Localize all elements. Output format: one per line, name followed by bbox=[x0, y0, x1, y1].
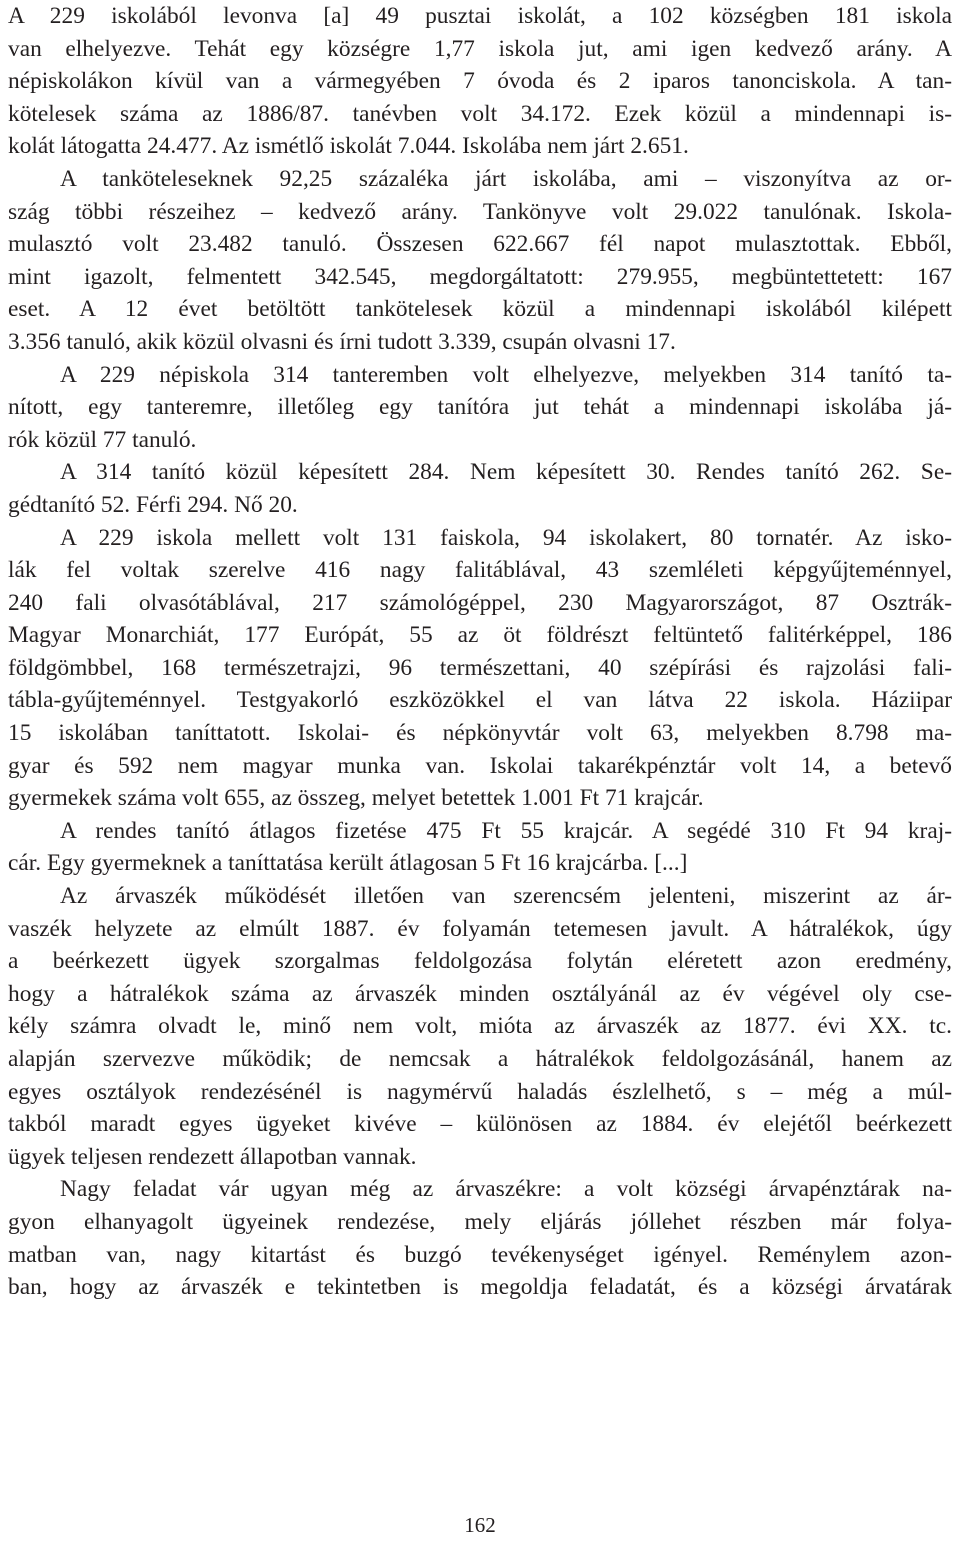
text-line: A 229 iskola mellett volt 131 faiskola, 94 iskolakert, 80 tornatér. Az isko- bbox=[60, 524, 952, 551]
text-line: A tankötelеseknek 92,25 százaléka járt iskolába, ami – viszonyítva az or- bbox=[60, 165, 952, 192]
text-line: alapján szervezve működik; de nemcsak a hátralékok feldolgozásánál, hanem az bbox=[8, 1046, 952, 1072]
text-line: cár. Egy gyermeknek a taníttatása került átlagosan 5 Ft 16 krajcárba. [...] bbox=[8, 850, 688, 877]
text-line: 3.356 tanuló, akik közül olvasni és írni tudott 3.339, csupán olvasni 17. bbox=[8, 328, 676, 355]
text-line: a beérkezett ügyek szorgalmas feldolgozása folytán eléretett azon eredmény, bbox=[8, 948, 952, 975]
text-line: vaszék helyzete az elmúlt 1887. év folyamán tetemesen javult. A hátralékok, úgy bbox=[8, 915, 952, 942]
text-line: ban, hogy az árvaszék e tekintetben is megoldja feladatát, és a községi árvatárak bbox=[8, 1274, 952, 1301]
page bbox=[8, 0, 952, 1304]
body-text bbox=[8, 0, 952, 1304]
text-line: eset. A 12 évet betöltött tankötelesek közül a mindennapi iskolából kilépett bbox=[8, 296, 952, 323]
text-line: A 229 iskolából levonva [a] 49 pusztai iskolát, a 102 községben 181 iskola bbox=[8, 3, 952, 29]
text-line: földgömbbel, 168 természetrajzi, 96 természettani, 40 szépírási és rajzolási fali- bbox=[8, 654, 952, 681]
text-line: kolát látogatta 24.477. Az ismétlő iskolát 7.044. Iskolába nem járt 2.651. bbox=[8, 133, 689, 160]
text-line: gédtanító 52. Férfi 294. Nő 20. bbox=[8, 491, 298, 518]
text-line: A 314 tanító közül képesített 284. Nem képesített 30. Rendes tanító 262. Se- bbox=[60, 459, 952, 486]
text-line: szág többi részeihez – kedvező arány. Tankönyve volt 29.022 tanulónak. Iskola- bbox=[8, 198, 952, 225]
text-line: egyes osztályok rendezésénél is nagymérvű haladás észlelhető, s – még a múl- bbox=[8, 1078, 952, 1105]
text-line: ügyek teljesen rendezett állapotban vannak. bbox=[8, 1143, 417, 1170]
text-line: 15 iskolában taníttatott. Iskolai- és népkönyvtár volt 63, melyekben 8.798 ma- bbox=[8, 720, 952, 747]
text-line: nított, egy tanteremre, illetőleg egy tanítóra jut tehát a mindennapi iskolába já- bbox=[8, 394, 952, 421]
text-line: gyermekek száma volt 655, az összeg, melyet betettek 1.001 Ft 71 krajcár. bbox=[8, 785, 704, 812]
text-line: Magyar Monarchiát, 177 Európát, 55 az öt földrészt feltüntető falitérképpel, 186 bbox=[8, 622, 952, 649]
text-line: rók közül 77 tanuló. bbox=[8, 426, 197, 453]
text-line: takból maradt egyes ügyeket kivéve – különösen az 1884. év elejétől beérkezett bbox=[8, 1111, 952, 1138]
text-line: kély számra olvadt le, minő nem volt, mióta az árvaszék az 1877. évi XX. tc. bbox=[8, 1013, 952, 1040]
text-line: matban van, nagy kitartást és buzgó tevékenységet igényel. Reménylem azon- bbox=[8, 1241, 952, 1268]
text-line: gyar és 592 nem magyar munka van. Iskolai takarékpénztár volt 14, a betevő bbox=[8, 752, 952, 779]
text-line: Nagy feladat vár ugyan még az árvaszékre: a volt községi árvapénztárak na- bbox=[60, 1176, 952, 1203]
text-line: lák fel voltak szerelve 416 nagy falitáblával, 43 szemléleti képgyűjteménnyel, bbox=[8, 557, 952, 584]
text-line: 240 fali olvasótáblával, 217 számológéppel, 230 Magyarországot, 87 Osztrák- bbox=[8, 589, 952, 616]
text-line: Az árvaszék működését illetően van szerencsém jelenteni, miszerint az ár- bbox=[60, 883, 952, 910]
text-line: A rendes tanító átlagos fizetése 475 Ft 55 krajcár. A segédé 310 Ft 94 kraj- bbox=[60, 817, 952, 844]
text-line: népiskolákon kívül van a vármegyében 7 óvoda és 2 iparos tanonciskola. A tan- bbox=[8, 68, 952, 95]
text-line: kötelesek száma az 1886/87. tanévben volt 34.172. Ezek közül a mindennapi is- bbox=[8, 100, 952, 127]
text-line: van elhelyezve. Tehát egy községre 1,77 iskola jut, ami igen kedvező arány. A bbox=[8, 35, 952, 62]
text-line: hogy a hátralékok száma az árvaszék minden osztályánál az év végével oly cse- bbox=[8, 980, 952, 1007]
text-line: A 229 népiskola 314 tanteremben volt elhelyezve, melyekben 314 tanító ta- bbox=[60, 361, 952, 388]
page-number: 162 bbox=[464, 1513, 496, 1537]
text-line: mulasztó volt 23.482 tanuló. Összesen 622.667 fél napot mulasztottak. Ebből, bbox=[8, 231, 952, 258]
text-line: mint igazolt, felmentett 342.545, megdorgáltatott: 279.955, megbüntettetett: 167 bbox=[8, 263, 952, 290]
text-line: tábla-gyűjteménnyel. Testgyakorló eszközökkel el van látva 22 iskola. Háziipar bbox=[8, 687, 952, 714]
text-line: gyon elhanyagolt ügyeinek rendezése, mely eljárás jóllehet részben már folya- bbox=[8, 1208, 952, 1235]
